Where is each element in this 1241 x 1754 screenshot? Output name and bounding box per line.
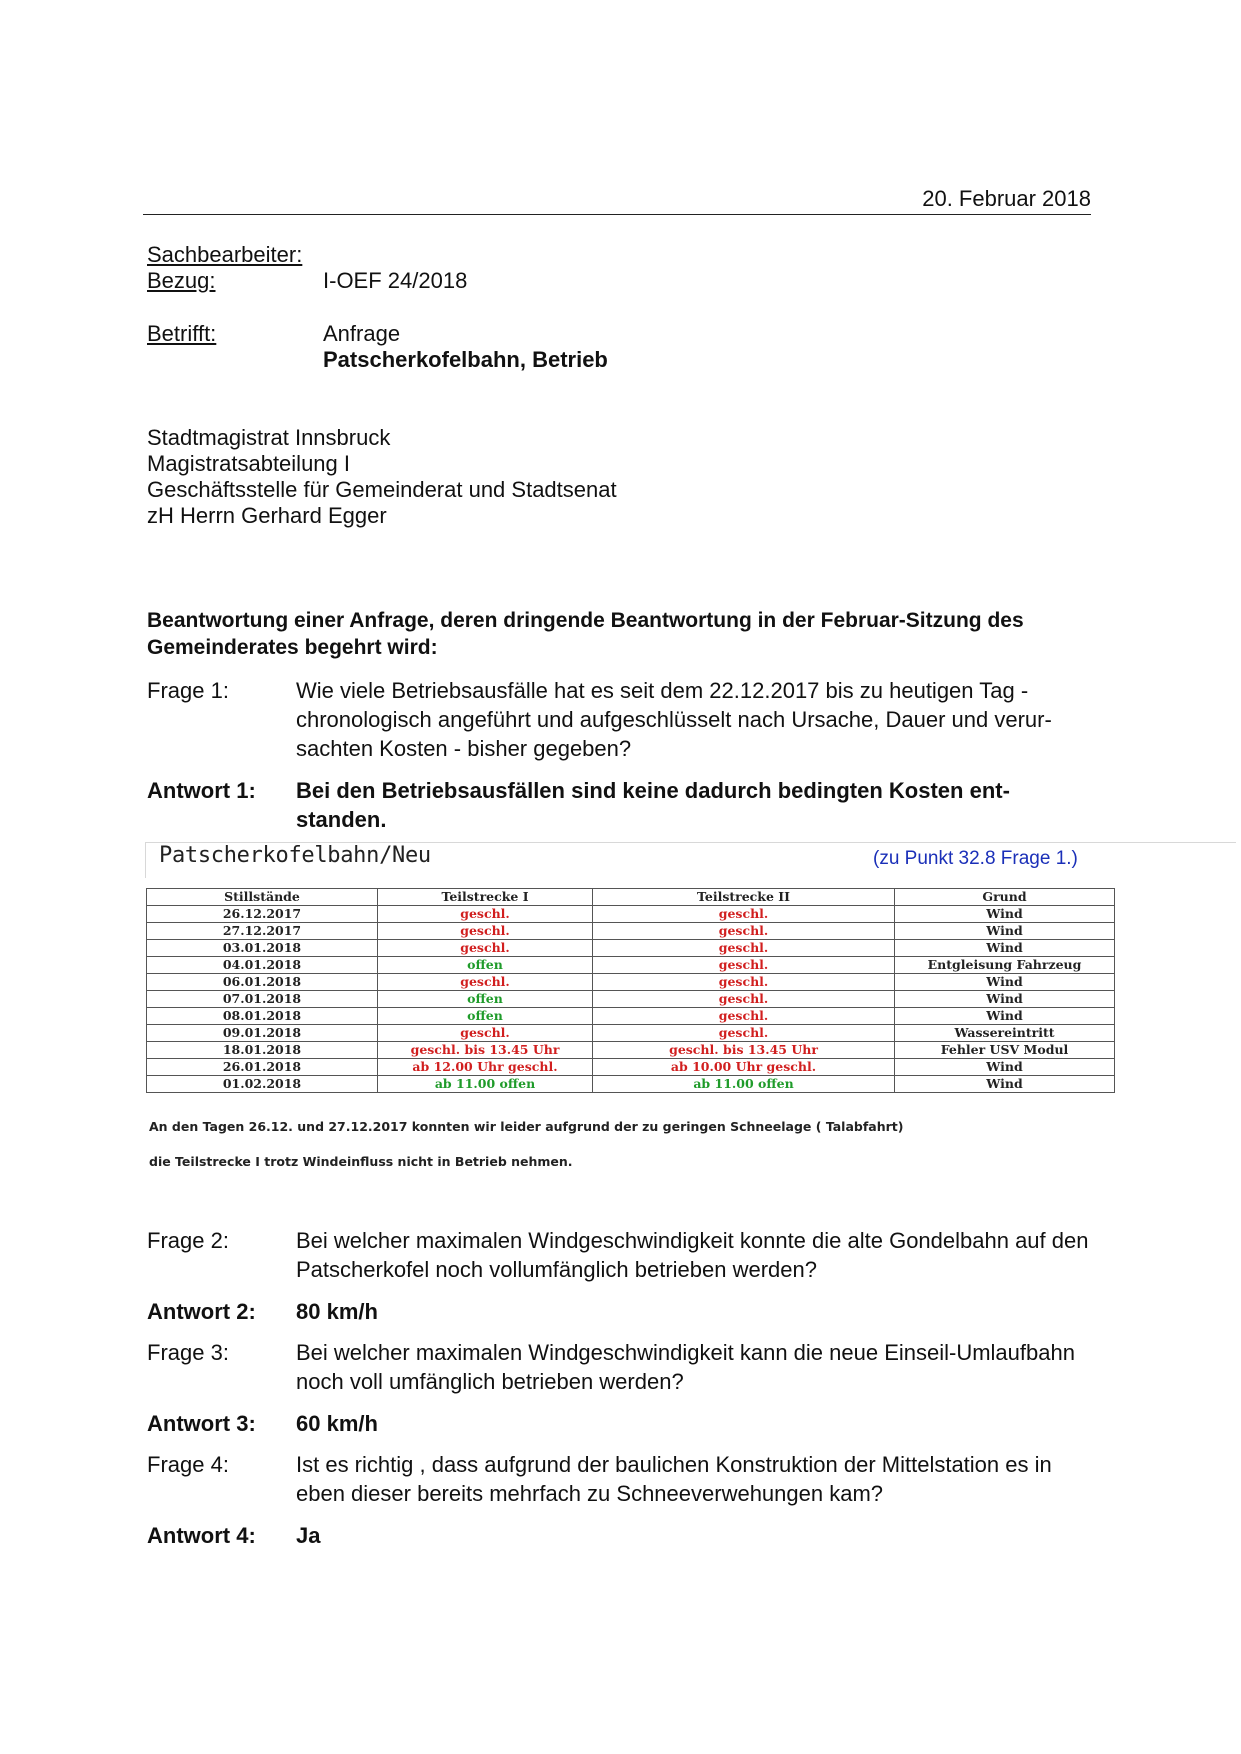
- frage-label: Frage 3:: [147, 1340, 229, 1365]
- column-header: Teilstrecke I: [378, 889, 593, 906]
- sachbearbeiter-label: Sachbearbeiter:: [147, 242, 303, 267]
- teilstrecke-1-cell: ab 11.00 offen: [378, 1076, 593, 1093]
- grund-cell: Wind: [895, 974, 1115, 991]
- date-cell: 06.01.2018: [147, 974, 378, 991]
- antwort-text: Bei den Betriebsausfällen sind keine dadurch bedingten Kosten ent-standen.: [296, 778, 1010, 832]
- teilstrecke-2-cell: ab 10.00 Uhr geschl.: [593, 1059, 895, 1076]
- date-cell: 08.01.2018: [147, 1008, 378, 1025]
- teilstrecke-2-cell: geschl.: [593, 1008, 895, 1025]
- table-row: [147, 923, 1115, 940]
- address-line: zH Herrn Gerhard Egger: [147, 503, 387, 528]
- frage-text: Bei welcher maximalen Windgeschwindigkeit konnte die alte Gondelbahn auf den Patscherkofel noch vollumfänglich betrieben werden?: [296, 1228, 1089, 1282]
- table-row: [147, 1076, 1115, 1093]
- table-row: [147, 1059, 1115, 1076]
- teilstrecke-2-cell: geschl.: [593, 1025, 895, 1042]
- teilstrecke-2-cell: ab 11.00 offen: [593, 1076, 895, 1093]
- teilstrecke-1-cell: ab 12.00 Uhr geschl.: [378, 1059, 593, 1076]
- antwort-1: [147, 776, 1092, 834]
- date-cell: 26.12.2017: [147, 906, 378, 923]
- table-row: [147, 1042, 1115, 1059]
- antwort-label: Antwort 3:: [147, 1411, 256, 1436]
- grund-cell: Wind: [895, 1076, 1115, 1093]
- table-row: [147, 974, 1115, 991]
- grund-cell: Wassereintritt: [895, 1025, 1115, 1042]
- frage-text: Bei welcher maximalen Windgeschwindigkeit kann die neue Einseil-Umlaufbahn noch voll umfänglich betrieben werden?: [296, 1340, 1075, 1394]
- antwort-label: Antwort 1:: [147, 778, 256, 803]
- frage-label: Frage 2:: [147, 1228, 229, 1253]
- grund-cell: Wind: [895, 923, 1115, 940]
- date-cell: 09.01.2018: [147, 1025, 378, 1042]
- teilstrecke-2-cell: geschl.: [593, 940, 895, 957]
- betrifft-line1: Anfrage: [323, 321, 401, 346]
- grund-cell: Fehler USV Modul: [895, 1042, 1115, 1059]
- teilstrecke-1-cell: geschl. bis 13.45 Uhr: [378, 1042, 593, 1059]
- date-cell: 18.01.2018: [147, 1042, 378, 1059]
- grund-cell: Wind: [895, 1059, 1115, 1076]
- date-cell: 27.12.2017: [147, 923, 378, 940]
- frage-text: Ist es richtig , dass aufgrund der baulichen Konstruktion der Mittelstation es in eben dieser bereits mehrfach zu Schneeverwehungen kam?: [296, 1452, 1052, 1506]
- date-cell: 26.01.2018: [147, 1059, 378, 1076]
- address-line: Geschäftsstelle für Gemeinderat und Stadtsenat: [147, 477, 617, 502]
- teilstrecke-1-cell: offen: [378, 1008, 593, 1025]
- frage-4: [147, 1450, 1092, 1508]
- table-note-line1: An den Tagen 26.12. und 27.12.2017 konnten wir leider aufgrund der zu geringen Schneelage ( Talabfahrt): [149, 1119, 904, 1134]
- address-line: Magistratsabteilung I: [147, 451, 350, 476]
- teilstrecke-1-cell: geschl.: [378, 923, 593, 940]
- antwort-3: [147, 1409, 1092, 1438]
- table-row: [147, 1025, 1115, 1042]
- betrifft-line2: Patscherkofelbahn, Betrieb: [323, 347, 608, 372]
- antwort-2: [147, 1297, 1092, 1326]
- betrifft-label: Betrifft:: [147, 321, 217, 346]
- date-cell: 04.01.2018: [147, 957, 378, 974]
- teilstrecke-2-cell: geschl.: [593, 923, 895, 940]
- column-header: Grund: [895, 889, 1115, 906]
- antwort-text: 80 km/h: [296, 1299, 378, 1324]
- table-row: [147, 957, 1115, 974]
- bezug-value: I-OEF 24/2018: [323, 268, 468, 293]
- frage-text: Wie viele Betriebsausfälle hat es seit dem 22.12.2017 bis zu heutigen Tag - chronologisch angeführt und aufgeschlüsselt nach Ursache, Dauer und verur-sachten Kosten - bisher gegeben?: [296, 678, 1052, 761]
- document-date: 20. Februar 2018: [922, 186, 1091, 211]
- teilstrecke-1-cell: geschl.: [378, 940, 593, 957]
- teilstrecke-1-cell: offen: [378, 957, 593, 974]
- headline: Beantwortung einer Anfrage, deren dringende Beantwortung in der Februar-Sitzung des Gemeinderates begehrt wird:: [147, 609, 1024, 659]
- column-header: Stillstände: [147, 889, 378, 906]
- antwort-text: Ja: [296, 1523, 321, 1548]
- bezug-label: Bezug:: [147, 268, 216, 293]
- stops-table: [146, 888, 1115, 1093]
- frage-label: Frage 4:: [147, 1452, 229, 1477]
- teilstrecke-2-cell: geschl.: [593, 991, 895, 1008]
- date-cell: 01.02.2018: [147, 1076, 378, 1093]
- header-rule: [143, 214, 1091, 215]
- column-header: Teilstrecke II: [593, 889, 895, 906]
- table-header-row: [147, 889, 1115, 906]
- table-row: [147, 1008, 1115, 1025]
- teilstrecke-1-cell: offen: [378, 991, 593, 1008]
- address-line: Stadtmagistrat Innsbruck: [147, 425, 391, 450]
- embedded-table-image: [145, 842, 1236, 1169]
- frage-1: [147, 676, 1092, 763]
- table-row: [147, 940, 1115, 957]
- antwort-label: Antwort 2:: [147, 1299, 256, 1324]
- teilstrecke-2-cell: geschl.: [593, 906, 895, 923]
- embed-border: [145, 842, 146, 878]
- antwort-label: Antwort 4:: [147, 1523, 256, 1548]
- frage-3: [147, 1338, 1092, 1396]
- date-cell: 07.01.2018: [147, 991, 378, 1008]
- grund-cell: Wind: [895, 940, 1115, 957]
- antwort-4: [147, 1521, 1092, 1550]
- teilstrecke-1-cell: geschl.: [378, 906, 593, 923]
- table-note-line2: die Teilstrecke I trotz Windeinfluss nicht in Betrieb nehmen.: [149, 1154, 573, 1169]
- embed-reference: (zu Punkt 32.8 Frage 1.): [873, 848, 1078, 869]
- teilstrecke-2-cell: geschl.: [593, 974, 895, 991]
- grund-cell: Wind: [895, 991, 1115, 1008]
- frage-label: Frage 1:: [147, 678, 229, 703]
- frage-2: [147, 1226, 1092, 1284]
- address-block: [147, 425, 617, 529]
- teilstrecke-1-cell: geschl.: [378, 1025, 593, 1042]
- date-cell: 03.01.2018: [147, 940, 378, 957]
- teilstrecke-2-cell: geschl.: [593, 957, 895, 974]
- antwort-text: 60 km/h: [296, 1411, 378, 1436]
- teilstrecke-1-cell: geschl.: [378, 974, 593, 991]
- table-row: [147, 991, 1115, 1008]
- grund-cell: Wind: [895, 1008, 1115, 1025]
- table-row: [147, 906, 1115, 923]
- grund-cell: Wind: [895, 906, 1115, 923]
- teilstrecke-2-cell: geschl. bis 13.45 Uhr: [593, 1042, 895, 1059]
- embed-title: Patscherkofelbahn/Neu: [159, 843, 431, 868]
- grund-cell: Entgleisung Fahrzeug: [895, 957, 1115, 974]
